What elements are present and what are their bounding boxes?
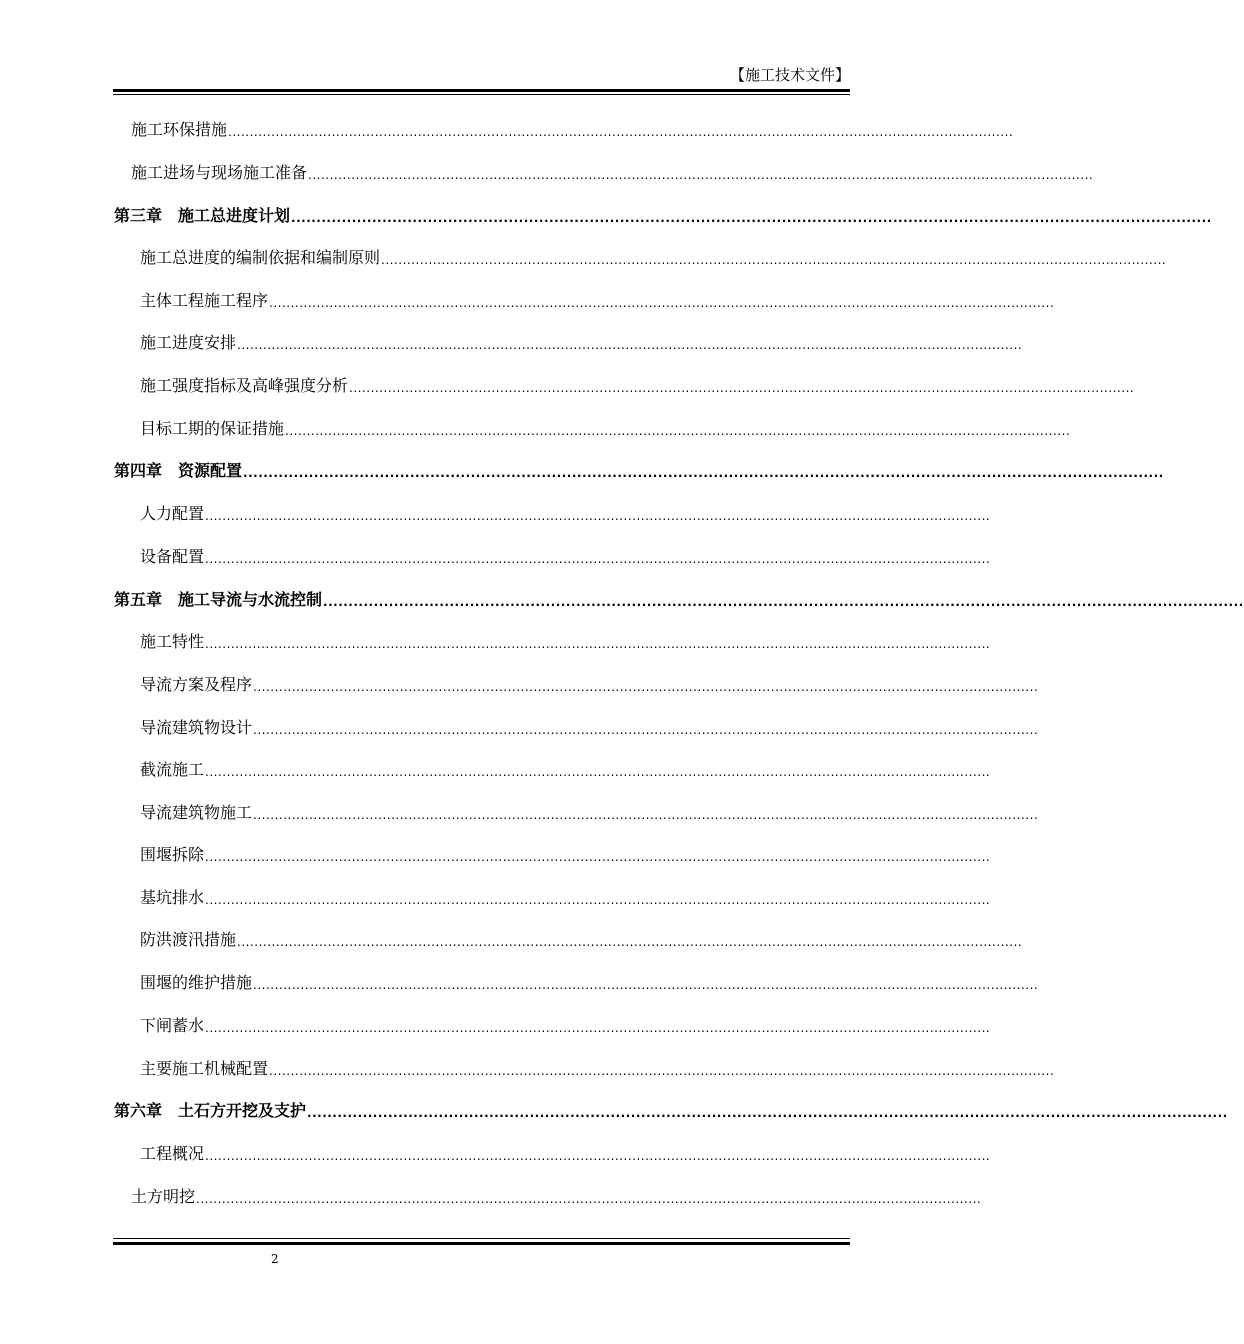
toc-entry[interactable] [140,628,991,652]
toc-entry-title: 截流施工 [140,760,205,779]
toc-entry[interactable] [140,415,1071,439]
header-label: 【施工技术文件】 [729,66,850,84]
toc-entry-title: 土方明挖 [131,1187,196,1206]
toc-entry-title: 施工总进度的编制依据和编制原则 [140,248,381,267]
toc-entry-title: 施工强度指标及高峰强度分析 [140,376,349,395]
toc-entry-title: 基坑排水 [140,888,205,907]
toc-leader-dots: ...................................................................................................................................................................................... [243,466,1164,480]
toc-leader-dots: ...................................................................................................................................................................................... [205,1149,991,1163]
header-rule [113,89,850,92]
toc-leader-dots: ...................................................................................................................................................................................... [269,296,1055,310]
toc-entry-title: 施工进度安排 [140,333,237,352]
toc-leader-dots: ...................................................................................................................................................................................... [205,893,991,907]
toc-entry-title: 施工特性 [140,632,205,651]
toc-entry-title: 导流方案及程序 [140,675,253,694]
toc-entry-title: 目标工期的保证措施 [140,419,285,438]
toc-chapter-title: 第五章 施工导流与水流控制 [114,590,323,609]
toc-entry[interactable] [140,244,1167,268]
toc-entry[interactable] [140,671,1039,695]
page-number: 2 [271,1252,279,1266]
toc-entry[interactable] [131,116,1014,140]
toc-leader-dots: ...................................................................................................................................................................................... [253,723,1039,737]
toc-entry-title: 人力配置 [140,504,205,523]
toc-entry[interactable] [140,1055,1055,1079]
toc-leader-dots: ...................................................................................................................................................................................... [196,1192,982,1206]
toc-chapter-title: 第六章 土石方开挖及支护 [114,1101,307,1120]
toc-entry[interactable] [140,969,1039,993]
header-rule-thin [113,94,850,95]
footer-rule-thin [113,1238,850,1239]
toc-leader-dots: ...................................................................................................................................................................................... [269,1064,1055,1078]
toc-entry[interactable] [140,1012,991,1036]
toc-entry-title: 下闸蓄水 [140,1016,205,1035]
toc-entry-title: 设备配置 [140,547,205,566]
toc-entry[interactable] [140,372,1135,396]
toc-chapter-title: 第四章 资源配置 [114,461,243,480]
toc-entry-title: 导流建筑物施工 [140,803,253,822]
toc-leader-dots: ...................................................................................................................................................................................... [323,595,1244,609]
toc-leader-dots: ...................................................................................................................................................................................... [205,552,991,566]
toc-entry[interactable] [140,714,1039,738]
toc-entry[interactable] [140,329,1023,353]
toc-entry[interactable] [140,884,991,908]
toc-leader-dots: ...................................................................................................................................................................................... [205,850,991,864]
toc-chapter[interactable] [114,1097,1228,1121]
toc-entry[interactable] [140,926,1023,950]
toc-entry-title: 施工进场与现场施工准备 [131,163,308,182]
toc-leader-dots: ...................................................................................................................................................................................... [307,1106,1228,1120]
toc-leader-dots: ...................................................................................................................................................................................... [349,381,1135,395]
toc-leader-dots: ...................................................................................................................................................................................... [228,125,1014,139]
toc-leader-dots: ...................................................................................................................................................................................... [253,978,1039,992]
toc-entry-title: 导流建筑物设计 [140,718,253,737]
toc-entry[interactable] [131,159,1094,183]
toc-leader-dots: ...................................................................................................................................................................................... [205,637,991,651]
toc-entry-title: 防洪渡汛措施 [140,930,237,949]
toc-leader-dots: ...................................................................................................................................................................................... [291,211,1212,225]
toc-entry[interactable] [140,287,1055,311]
toc-entry[interactable] [140,500,991,524]
toc-leader-dots: ...................................................................................................................................................................................... [237,338,1023,352]
toc-entry[interactable] [140,756,991,780]
toc-leader-dots: ...................................................................................................................................................................................... [253,680,1039,694]
toc-entry-title: 主要施工机械配置 [140,1059,269,1078]
toc-leader-dots: ...................................................................................................................................................................................... [381,253,1167,267]
toc-chapter[interactable] [114,202,1212,226]
toc-leader-dots: ...................................................................................................................................................................................... [205,509,991,523]
toc-entry[interactable] [140,841,991,865]
toc-entry-title: 工程概况 [140,1144,205,1163]
toc-entry-title: 主体工程施工程序 [140,291,269,310]
toc-chapter[interactable] [114,586,1244,610]
toc-entry-title: 围堰拆除 [140,845,205,864]
toc-chapter-title: 第三章 施工总进度计划 [114,206,291,225]
footer-rule [113,1242,850,1245]
toc-entry[interactable] [131,1183,982,1207]
toc-leader-dots: ...................................................................................................................................................................................... [205,765,991,779]
toc-entry[interactable] [140,799,1039,823]
toc-leader-dots: ...................................................................................................................................................................................... [253,808,1039,822]
toc-leader-dots: ...................................................................................................................................................................................... [237,935,1023,949]
toc-leader-dots: ...................................................................................................................................................................................... [285,424,1071,438]
toc-chapter[interactable] [114,457,1164,481]
toc-entry[interactable] [140,1140,991,1164]
toc-leader-dots: ...................................................................................................................................................................................... [205,1021,991,1035]
toc-entry[interactable] [140,543,991,567]
toc-entry-title: 施工环保措施 [131,120,228,139]
toc-entry-title: 围堰的维护措施 [140,973,253,992]
toc-leader-dots: ...................................................................................................................................................................................... [308,168,1094,182]
